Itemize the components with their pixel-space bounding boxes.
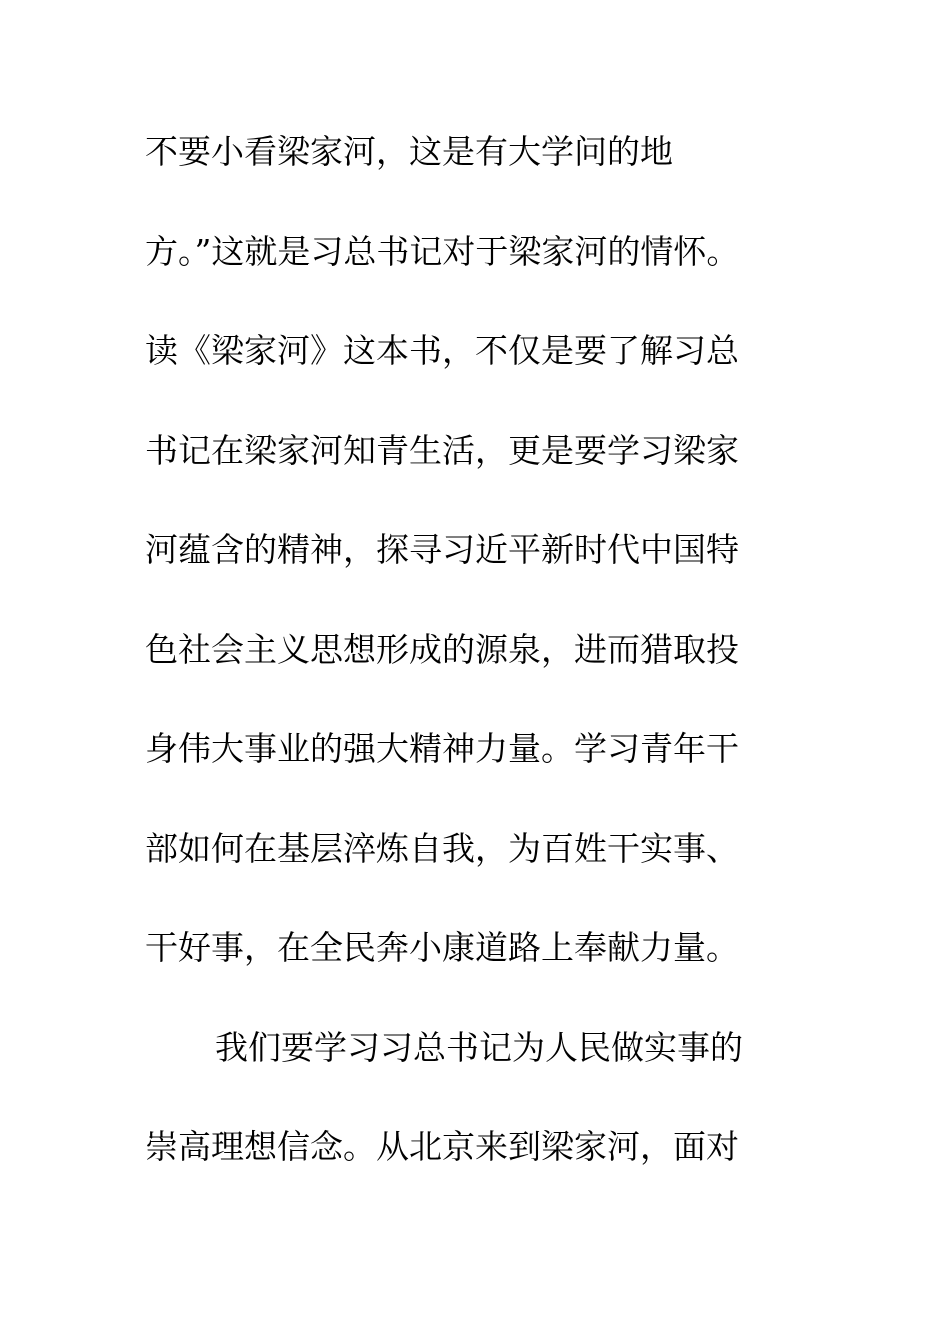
text-line: 干好事，在全民奔小康道路上奉献力量。 — [145, 928, 739, 967]
text-line: 身伟大事业的强大精神力量。学习青年干 — [145, 729, 739, 768]
text-line: 方。”这就是习总书记对于梁家河的情怀。 — [145, 231, 740, 271]
text-line: 崇高理想信念。从北京来到梁家河，面对 — [145, 1127, 739, 1166]
text-line: 河蕴含的精神，探寻习近平新时代中国特 — [145, 530, 739, 569]
text-line: 书记在梁家河知青生活，更是要学习梁家 — [145, 430, 739, 470]
text-line: 读《梁家河》这本书，不仅是要了解习总 — [145, 331, 739, 370]
text-line: 色社会主义思想形成的源泉，进而猎取投 — [145, 629, 739, 669]
paragraph-start-line: 我们要学习习总书记为人民做实事的 — [215, 1027, 743, 1067]
document-body — [145, 126, 805, 1221]
text-line: 不要小看梁家河，这是有大学问的地 — [145, 132, 673, 171]
text-line: 部如何在基层淬炼自我，为百姓干实事、 — [145, 828, 739, 868]
